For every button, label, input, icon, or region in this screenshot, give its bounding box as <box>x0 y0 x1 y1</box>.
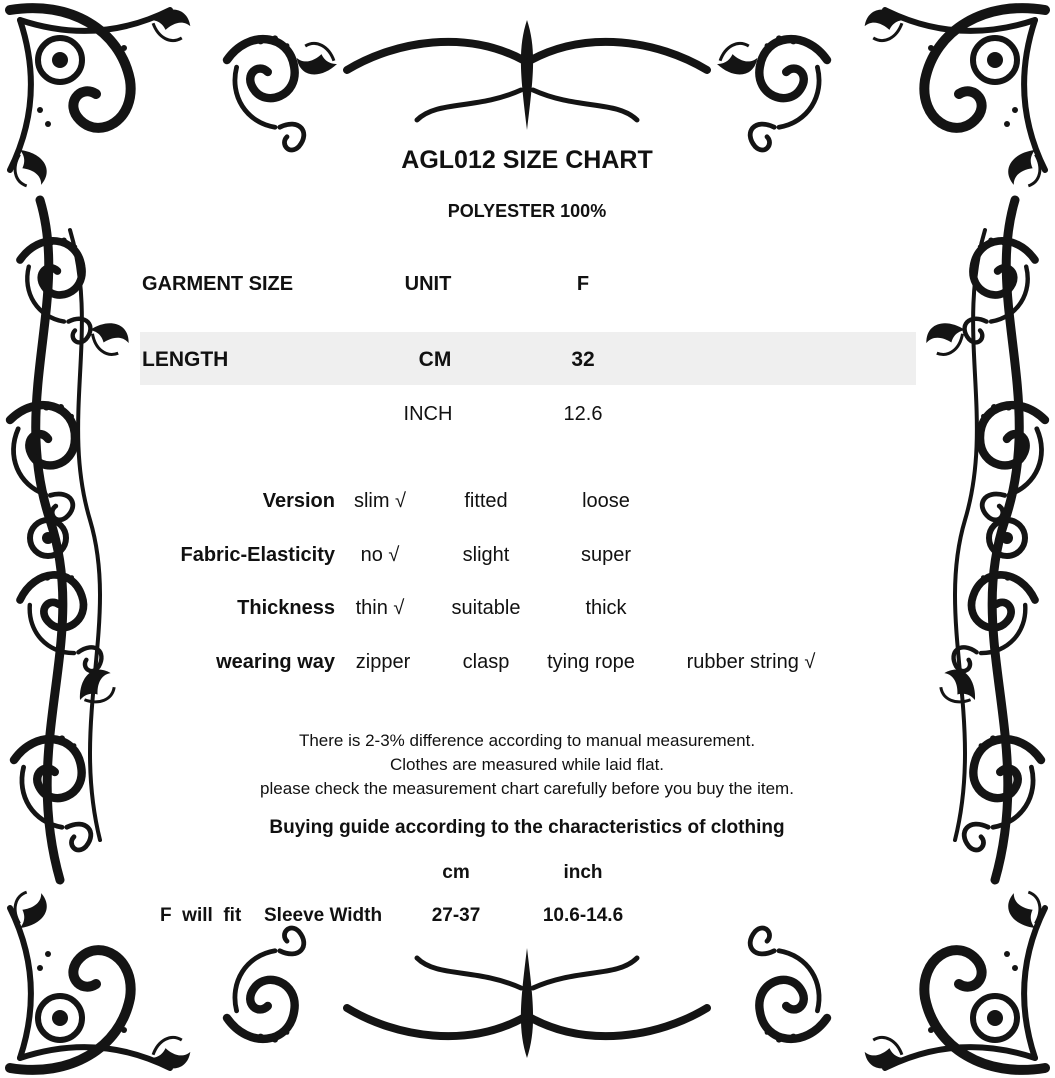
feature-label-wearing-way: wearing way <box>216 651 335 673</box>
material-label: POLYESTER 100% <box>447 201 607 221</box>
note-text: There is 2-3% difference according to manual measurement. <box>298 731 756 750</box>
row-unit-inch: INCH <box>403 403 453 425</box>
table-row-highlight <box>140 332 916 385</box>
row-label-length: LENGTH <box>142 348 229 371</box>
note-text: Clothes are measured while laid flat. <box>389 755 665 774</box>
feature-option: loose <box>582 490 630 512</box>
note-text: please check the measurement chart carefully before you buy the item. <box>260 779 794 798</box>
feature-option: thick <box>585 597 627 619</box>
guide-col-inch: inch <box>563 862 603 883</box>
feature-option: clasp <box>462 651 510 673</box>
guide-heading: Buying guide according to the characteristics of clothing <box>269 817 785 838</box>
feature-option: slight <box>462 544 510 566</box>
feature-option: super <box>580 544 632 566</box>
header-size-f: F <box>576 273 590 295</box>
feature-option: rubber string √ <box>686 651 816 673</box>
guide-row-inch: 10.6-14.6 <box>542 905 624 926</box>
header-garment-size: GARMENT SIZE <box>142 273 294 295</box>
row-value-cm: 32 <box>571 348 595 371</box>
guide-row-cm: 27-37 <box>431 905 481 926</box>
feature-option: no √ <box>360 544 400 566</box>
feature-option: thin √ <box>355 597 405 619</box>
page-title: AGL012 SIZE CHART <box>401 146 653 174</box>
guide-row-part: Sleeve Width <box>264 905 383 926</box>
row-unit-cm: CM <box>418 348 452 371</box>
feature-option: slim √ <box>353 490 407 512</box>
feature-option: tying rope <box>547 651 635 673</box>
feature-option: zipper <box>355 651 411 673</box>
guide-col-cm: cm <box>442 862 470 883</box>
feature-label-version: Version <box>262 490 335 512</box>
guide-row-size: F will fit <box>160 905 242 926</box>
feature-option: suitable <box>451 597 521 619</box>
feature-label-fabric-elasticity: Fabric-Elasticity <box>180 544 335 566</box>
header-unit: UNIT <box>404 273 452 295</box>
row-value-inch: 12.6 <box>563 403 603 425</box>
feature-label-thickness: Thickness <box>237 597 335 619</box>
feature-option: fitted <box>464 490 508 512</box>
